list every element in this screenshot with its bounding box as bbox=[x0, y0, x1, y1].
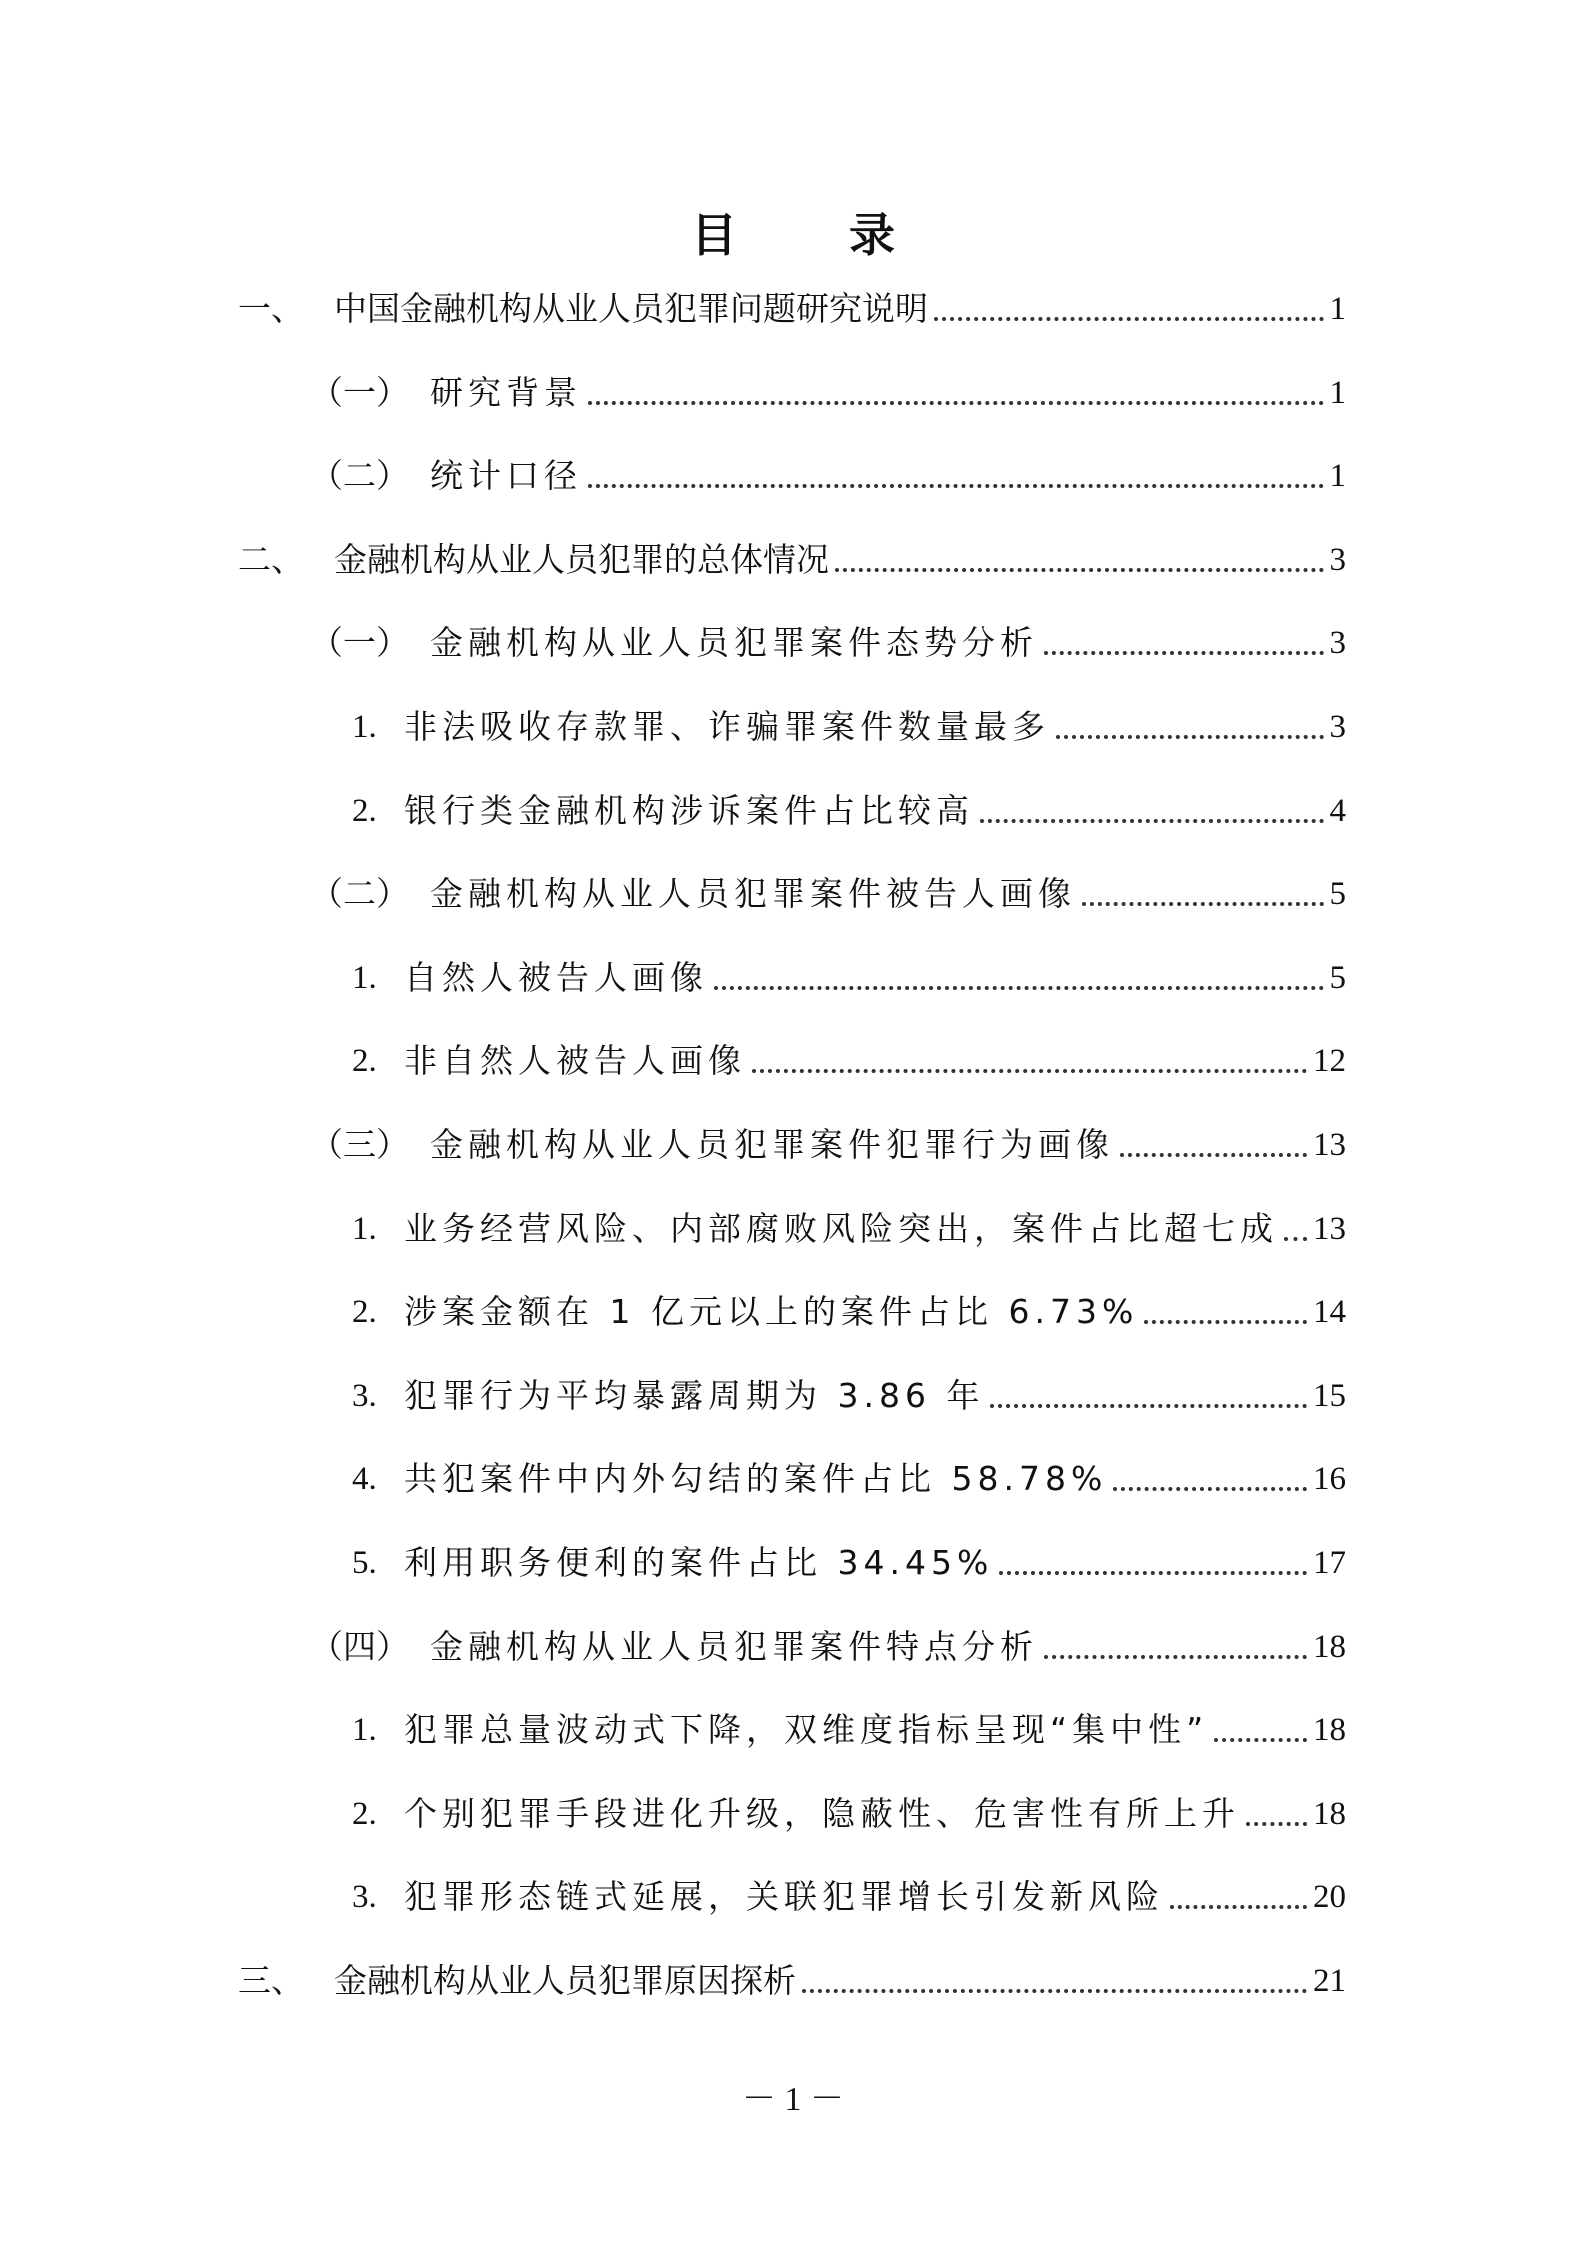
toc-entry-number: 4. bbox=[352, 1461, 377, 1497]
toc-entry-title: 中国金融机构从业人员犯罪问题研究说明 bbox=[334, 289, 928, 328]
toc-entry[interactable] bbox=[352, 1448, 1346, 1500]
toc-dot-leader bbox=[980, 819, 1324, 823]
toc-entry[interactable] bbox=[352, 1281, 1346, 1333]
toc-entry-number: 2. bbox=[352, 1043, 377, 1079]
toc-entry[interactable] bbox=[238, 1950, 1346, 2002]
toc-entry[interactable] bbox=[352, 1198, 1346, 1250]
toc-entry-number: （四） bbox=[310, 1627, 409, 1666]
toc-entry[interactable] bbox=[352, 1866, 1346, 1918]
toc-dot-leader bbox=[835, 568, 1324, 572]
toc-entry-number: （一） bbox=[310, 373, 409, 412]
toc-entry-number: 3. bbox=[352, 1879, 377, 1915]
toc-entry-number: 1. bbox=[352, 1211, 377, 1247]
toc-entry-number: 2. bbox=[352, 1294, 377, 1330]
toc-entry-title: 银行类金融机构涉诉案件占比较高 bbox=[404, 791, 974, 830]
toc-entry-page-number: 13 bbox=[1313, 1211, 1346, 1247]
toc-entry-title: 利用职务便利的案件占比 34.45% bbox=[404, 1543, 994, 1582]
toc-dot-leader bbox=[1120, 1153, 1307, 1157]
toc-dot-leader bbox=[802, 1989, 1307, 1993]
toc-entry-title: 个别犯罪手段进化升级，隐蔽性、危害性有所上升 bbox=[404, 1794, 1240, 1833]
toc-entry-title: 研究背景 bbox=[430, 373, 582, 412]
toc-entry[interactable] bbox=[352, 947, 1346, 999]
toc-entry-number: 5. bbox=[352, 1545, 377, 1581]
toc-entry-title: 犯罪行为平均暴露周期为 3.86 年 bbox=[404, 1376, 985, 1415]
toc-entry-title: 犯罪形态链式延展，关联犯罪增长引发新风险 bbox=[404, 1877, 1164, 1916]
toc-dot-leader bbox=[990, 1404, 1307, 1408]
toc-entry[interactable] bbox=[310, 362, 1346, 414]
toc-entry-title: 共犯案件中内外勾结的案件占比 58.78% bbox=[404, 1459, 1108, 1498]
toc-entry[interactable] bbox=[310, 1114, 1346, 1166]
toc-entry-page-number: 16 bbox=[1313, 1461, 1346, 1497]
toc-entry[interactable] bbox=[310, 445, 1346, 497]
toc-dot-leader bbox=[1284, 1237, 1307, 1241]
toc-entry-title: 统计口径 bbox=[430, 456, 582, 495]
toc-entry-page-number: 1 bbox=[1329, 458, 1346, 494]
toc-entry-page-number: 5 bbox=[1329, 960, 1346, 996]
toc-entry[interactable] bbox=[310, 863, 1346, 915]
toc-entry-number: 1. bbox=[352, 960, 377, 996]
toc-entry-number: 二、 bbox=[238, 540, 304, 579]
toc-entry-number: 1. bbox=[352, 1712, 377, 1748]
toc-entry-page-number: 13 bbox=[1313, 1127, 1346, 1163]
toc-dot-leader bbox=[934, 317, 1324, 321]
toc-entry-page-number: 1 bbox=[1329, 291, 1346, 327]
toc-dot-leader bbox=[714, 986, 1324, 990]
toc-entry-title: 业务经营风险、内部腐败风险突出，案件占比超七成 bbox=[404, 1209, 1278, 1248]
toc-entry-title: 金融机构从业人员犯罪案件态势分析 bbox=[430, 623, 1038, 662]
toc-entry-page-number: 17 bbox=[1313, 1545, 1346, 1581]
toc-entry[interactable] bbox=[352, 1532, 1346, 1584]
toc-entry-page-number: 12 bbox=[1313, 1043, 1346, 1079]
toc-entry[interactable] bbox=[352, 1030, 1346, 1082]
toc-entry-page-number: 3 bbox=[1329, 625, 1346, 661]
toc-entry-title: 金融机构从业人员犯罪案件犯罪行为画像 bbox=[430, 1125, 1114, 1164]
toc-entry[interactable] bbox=[352, 1365, 1346, 1417]
toc-entry-title: 金融机构从业人员犯罪案件被告人画像 bbox=[430, 874, 1076, 913]
toc-entry-number: 2. bbox=[352, 793, 377, 829]
toc-entry-title: 金融机构从业人员犯罪案件特点分析 bbox=[430, 1627, 1038, 1666]
toc-entry[interactable] bbox=[352, 1699, 1346, 1751]
toc-dot-leader bbox=[752, 1069, 1307, 1073]
toc-entry-page-number: 18 bbox=[1313, 1629, 1346, 1665]
toc-entry[interactable] bbox=[352, 696, 1346, 748]
toc-dot-leader bbox=[1214, 1738, 1307, 1742]
toc-entry-number: 三、 bbox=[238, 1961, 304, 2000]
toc-entry-page-number: 20 bbox=[1313, 1879, 1346, 1915]
toc-entry[interactable] bbox=[238, 278, 1346, 330]
toc-entry-number: （二） bbox=[310, 456, 409, 495]
page-number-footer: － 1 － bbox=[742, 2081, 844, 2118]
toc-entry-number: （一） bbox=[310, 623, 409, 662]
toc-entry-number: 3. bbox=[352, 1378, 377, 1414]
toc-entry-page-number: 18 bbox=[1313, 1712, 1346, 1748]
toc-entry-page-number: 5 bbox=[1329, 876, 1346, 912]
toc-entry[interactable] bbox=[310, 1616, 1346, 1668]
toc-entry[interactable] bbox=[352, 780, 1346, 832]
toc-entry-page-number: 3 bbox=[1329, 542, 1346, 578]
toc-entry-page-number: 21 bbox=[1313, 1963, 1346, 1999]
toc-dot-leader bbox=[1246, 1822, 1307, 1826]
toc-entry-title: 非法吸收存款罪、诈骗罪案件数量最多 bbox=[404, 707, 1050, 746]
toc-dot-leader bbox=[1056, 735, 1324, 739]
toc-entry-page-number: 1 bbox=[1329, 375, 1346, 411]
toc-entry-title: 金融机构从业人员犯罪原因探析 bbox=[334, 1961, 796, 2000]
toc-entry-title: 非自然人被告人画像 bbox=[404, 1041, 746, 1080]
toc-entry[interactable] bbox=[310, 612, 1346, 664]
toc-entry[interactable] bbox=[352, 1783, 1346, 1835]
toc-entry-number: 一、 bbox=[238, 289, 304, 328]
toc-entry-title: 金融机构从业人员犯罪的总体情况 bbox=[334, 540, 829, 579]
toc-dot-leader bbox=[588, 401, 1324, 405]
toc-entry-title: 涉案金额在 1 亿元以上的案件占比 6.73% bbox=[404, 1292, 1139, 1331]
toc-entry-page-number: 15 bbox=[1313, 1378, 1346, 1414]
toc-dot-leader bbox=[999, 1571, 1307, 1575]
toc-entry-number: （二） bbox=[310, 874, 409, 913]
toc-dot-leader bbox=[1044, 1655, 1307, 1659]
toc-entry-page-number: 14 bbox=[1313, 1294, 1346, 1330]
toc-entry-number: 1. bbox=[352, 709, 377, 745]
toc-dot-leader bbox=[588, 484, 1324, 488]
toc-dot-leader bbox=[1144, 1320, 1307, 1324]
toc-entry[interactable] bbox=[238, 529, 1346, 581]
toc-dot-leader bbox=[1044, 651, 1324, 655]
toc-entry-page-number: 18 bbox=[1313, 1796, 1346, 1832]
toc-entry-title: 犯罪总量波动式下降，双维度指标呈现“集中性” bbox=[404, 1710, 1209, 1749]
toc-heading: 目 录 bbox=[690, 208, 943, 262]
toc-entry-page-number: 4 bbox=[1329, 793, 1346, 829]
toc-dot-leader bbox=[1170, 1905, 1307, 1909]
toc-entry-number: 2. bbox=[352, 1796, 377, 1832]
toc-entry-page-number: 3 bbox=[1329, 709, 1346, 745]
toc-entry-title: 自然人被告人画像 bbox=[404, 958, 708, 997]
toc-entry-number: （三） bbox=[310, 1125, 409, 1164]
toc-dot-leader bbox=[1082, 902, 1324, 906]
toc-dot-leader bbox=[1113, 1487, 1307, 1491]
